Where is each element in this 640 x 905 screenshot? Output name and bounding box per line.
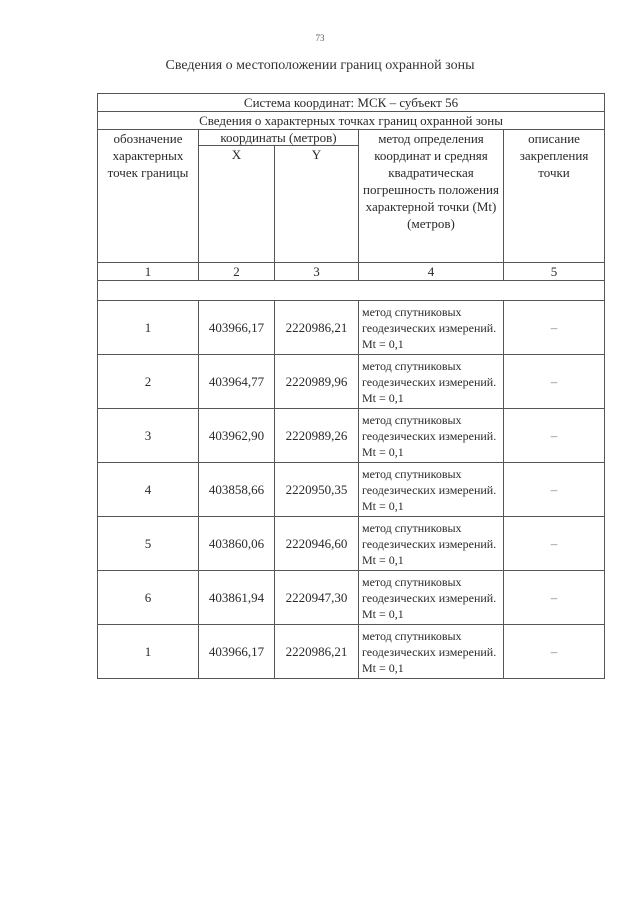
- table-row: [98, 625, 605, 679]
- point-x: 403861,94: [199, 571, 275, 625]
- page-number: 73: [315, 33, 325, 43]
- column-index: 2: [199, 263, 275, 281]
- table-row: [98, 517, 605, 571]
- point-x: 403966,17: [199, 301, 275, 355]
- point-description: –: [504, 517, 605, 571]
- column-index: 5: [504, 263, 605, 281]
- point-y: 2220946,60: [275, 517, 359, 571]
- table-row: [98, 301, 605, 355]
- header-y: Y: [275, 146, 359, 263]
- point-id: 4: [98, 463, 199, 517]
- table-row: [98, 571, 605, 625]
- point-id: 1: [98, 301, 199, 355]
- column-index-row: [98, 263, 605, 281]
- point-y: 2220986,21: [275, 301, 359, 355]
- point-id: 6: [98, 571, 199, 625]
- point-x: 403964,77: [199, 355, 275, 409]
- point-method: метод спутниковых геодезических измерений. Mt = 0,1: [359, 517, 504, 571]
- point-x: 403860,06: [199, 517, 275, 571]
- column-index: 3: [275, 263, 359, 281]
- table-row: [98, 463, 605, 517]
- header-designation: обозначение характерных точек границы: [98, 130, 199, 263]
- point-y: 2220986,21: [275, 625, 359, 679]
- point-id: 2: [98, 355, 199, 409]
- table-row: [98, 355, 605, 409]
- header-coordinates: координаты (метров): [199, 130, 359, 146]
- header-row: [98, 130, 605, 146]
- point-id: 5: [98, 517, 199, 571]
- point-x: 403858,66: [199, 463, 275, 517]
- point-description: –: [504, 571, 605, 625]
- point-method: метод спутниковых геодезических измерений. Mt = 0,1: [359, 571, 504, 625]
- point-description: –: [504, 355, 605, 409]
- point-y: 2220989,96: [275, 355, 359, 409]
- spacer-row: [98, 281, 605, 301]
- table-row: [98, 409, 605, 463]
- point-method: метод спутниковых геодезических измерений. Mt = 0,1: [359, 463, 504, 517]
- point-x: 403962,90: [199, 409, 275, 463]
- point-id: 1: [98, 625, 199, 679]
- point-method: метод спутниковых геодезических измерений. Mt = 0,1: [359, 409, 504, 463]
- point-y: 2220947,30: [275, 571, 359, 625]
- section-title: Сведения о характерных точках границ охранной зоны: [98, 112, 605, 130]
- coordinate-system-label: Система координат: МСК – субъект 56: [98, 94, 605, 112]
- point-description: –: [504, 301, 605, 355]
- header-description: описание закрепления точки: [504, 130, 605, 263]
- point-method: метод спутниковых геодезических измерений. Mt = 0,1: [359, 625, 504, 679]
- column-index: 4: [359, 263, 504, 281]
- section-title-row: [98, 112, 605, 130]
- boundary-points-table: [97, 93, 605, 679]
- point-y: 2220989,26: [275, 409, 359, 463]
- point-description: –: [504, 463, 605, 517]
- point-y: 2220950,35: [275, 463, 359, 517]
- point-method: метод спутниковых геодезических измерений. Mt = 0,1: [359, 355, 504, 409]
- page-title: Сведения о местоположении границ охранной зоны: [165, 58, 475, 73]
- column-index: 1: [98, 263, 199, 281]
- point-method: метод спутниковых геодезических измерений. Mt = 0,1: [359, 301, 504, 355]
- point-description: –: [504, 625, 605, 679]
- point-id: 3: [98, 409, 199, 463]
- point-x: 403966,17: [199, 625, 275, 679]
- point-description: –: [504, 409, 605, 463]
- header-method: метод определения координат и средняя квадратическая погрешность положения характерной точки (Mt) (метров): [359, 130, 504, 263]
- coordinate-system-row: [98, 94, 605, 112]
- spacer-cell: [98, 281, 605, 301]
- header-x: X: [199, 146, 275, 263]
